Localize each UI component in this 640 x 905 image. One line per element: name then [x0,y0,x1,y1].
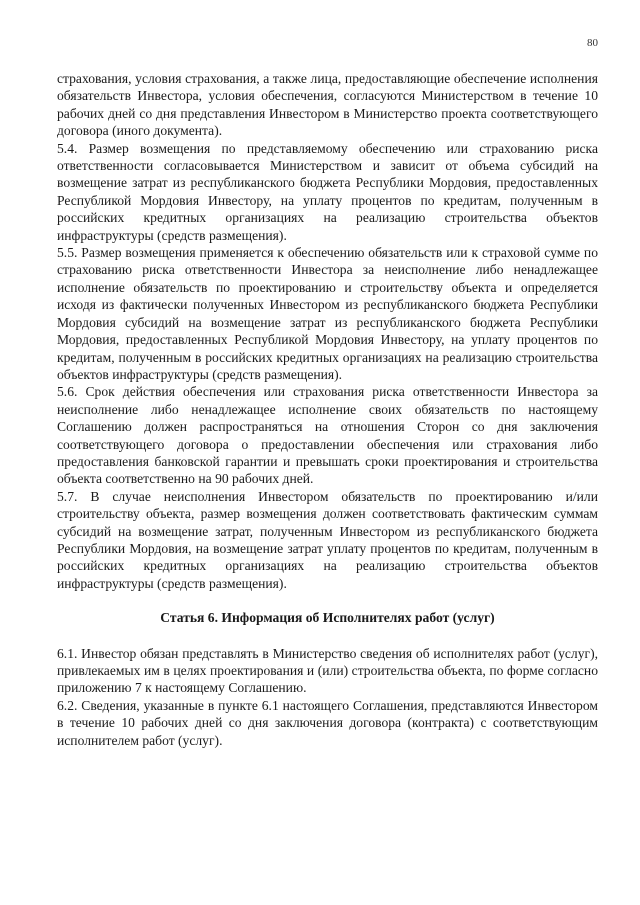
paragraph-5-5: 5.5. Размер возмещения применяется к обеспечению обязательств или к страховой сумме по страхованию риска ответственности Инвестора за неисполнение либо ненадлежащее исполнение обязательств по проектированию и строительству объекта и определяется исходя из фактически полученных Инвестором из республиканского бюджета Республики Мордовия субсидий на возмещение затрат из республиканского бюджета Республики Мордовия, предоставленных Республикой Мордовия Инвестору, на уплату процентов по кредитам, полученным в российских кредитных организациях на реализацию строительства объектов инфраструктуры (средств размещения). [57,245,598,382]
paragraph-5-7: 5.7. В случае неисполнения Инвестором обязательств по проектированию и/или строительству объекта, размер возмещения должен соответствовать фактическим суммам субсидий на возмещение затрат, полученным Инвестором из республиканского бюджета Республики Мордовия, на возмещение затрат уплату процентов по кредитам, полученным в российских кредитных организациях на реализацию строительства объектов инфраструктуры (средств размещения). [57,488,598,591]
paragraph-6-2: 6.2. Сведения, указанные в пункте 6.1 настоящего Соглашения, представляются Инвестором в течение 10 рабочих дней со дня заключения договора (контракта) с соответствующим исполнителем работ (услуг). [57,697,598,748]
paragraph-5-6: 5.6. Срок действия обеспечения или страхования риска ответственности Инвестора за неисполнение либо ненадлежащее исполнение своих обязательств по настоящему Соглашению должен распространяться на отношения Сторон со дня заключения соответствующего договора о предоставлении обеспечения или страхования либо предоставления банковской гарантии и превышать сроки проектирования и строительства объекта соответственно на 90 рабочих дней. [57,384,598,487]
page-number: 80 [587,37,598,49]
paragraph-6-1: 6.1. Инвестор обязан представлять в Министерство сведения об исполнителях работ (услуг), привлекаемых им в целях проектирования и (или) строительства объекта, по форме согласно приложению 7 к настоящему Соглашению. [57,645,598,696]
section-heading: Статья 6. Информация об Исполнителях работ (услуг) [160,610,495,626]
paragraph-5-4: 5.4. Размер возмещения по представляемому обеспечению или страхованию риска ответственности согласовывается Министерством и зависит от объема субсидий на возмещение затрат из республиканского бюджета Республики Мордовия, предоставленных Республикой Мордовия Инвестору, на уплату процентов по кредитам, полученным в российских кредитных организациях на реализацию строительства объектов инфраструктуры (средств размещения). [57,140,598,243]
paragraph-5-3-continued: страхования, условия страхования, а также лица, предоставляющие обеспечение исполнения обязательств Инвестора, условия обеспечения, согласуются Министерством в течение 10 рабочих дней со дня представления Инвестором в Министерство проекта соответствующего договора (иного документа). [57,71,598,139]
document-body [57,70,598,749]
